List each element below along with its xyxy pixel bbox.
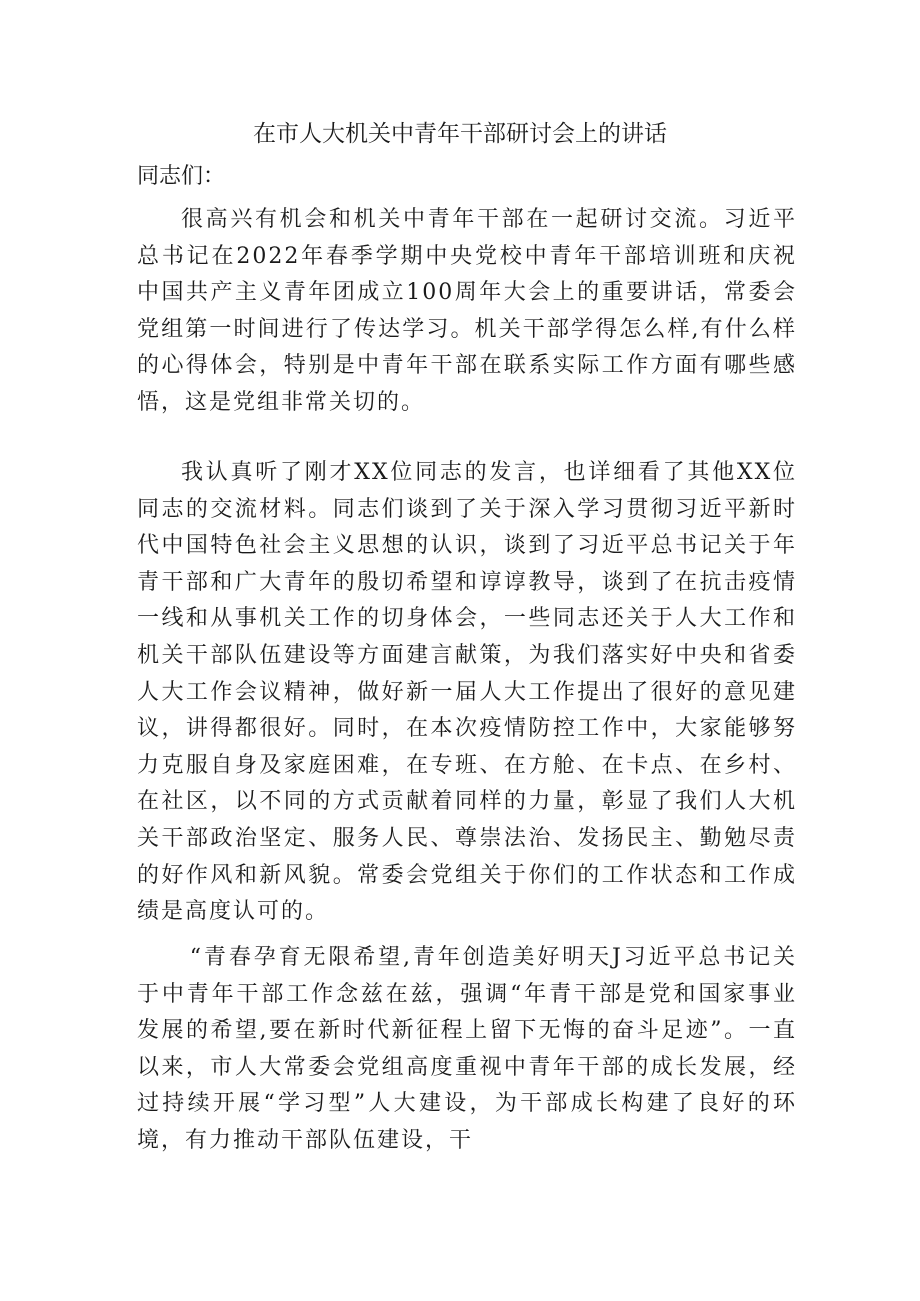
paragraph-3-block [137,940,797,1160]
paragraph: 我认真听了刚才XX位同志的发言，也详细看了其他XX位同志的交流材料。同志们谈到了关于深入学习贯彻习近平新时代中国特色社会主义思想的认识，谈到了习近平总书记关于年青干部和广大青年的殷切希望和谆谆教导，谈到了在抗击疫情一线和从事机关工作的切身体会，一些同志还关于人大工作和机关干部队伍建设等方面建言献策，为我们落实好中央和省委人大工作会议精神，做好新一届人大工作提出了很好的意见建议，讲得都很好。同时，在本次疫情防控工作中，大家能够努力克服自身及家庭困难，在专班、在方舱、在卡点、在乡村、在社区，以不同的方式贡献着同样的力量，彰显了我们人大机关干部政治坚定、服务人民、尊崇法治、发扬民主、勤勉尽责的好作风和新风貌。常委会党组关于你们的工作状态和工作成绩是高度认可的。 [137,460,797,925]
paragraph: “青春孕育无限希望,青年创造美好明天J习近平总书记关于中青年干部工作念兹在兹，强调“年青干部是党和国家事业发展的希望,要在新时代新征程上留下无悔的奋斗足迹”。一直以来，市人大常委会党组高度重视中青年干部的成长发展，经过持续开展“学习型”人大建设，为干部成长构建了良好的环境，有力推动干部队伍建设，干 [137,945,797,1153]
paragraph-1-block [137,202,797,422]
paragraph: 很高兴有机会和机关中青年干部在一起研讨交流。习近平总书记在2022年春季学期中央党校中青年干部培训班和庆祝中国共产主义青年团成立100周年大会上的重要讲话，常委会党组第一时间进行了传达学习。机关干部学得怎么样,有什么样的心得体会，特别是中青年干部在联系实际工作方面有哪些感悟，这是党组非常关切的。 [137,207,797,415]
document-title: 在市人大机关中青年干部研讨会上的讲话 [253,121,667,147]
salutation: 同志们： [137,164,226,189]
paragraph-2-block [137,455,797,931]
